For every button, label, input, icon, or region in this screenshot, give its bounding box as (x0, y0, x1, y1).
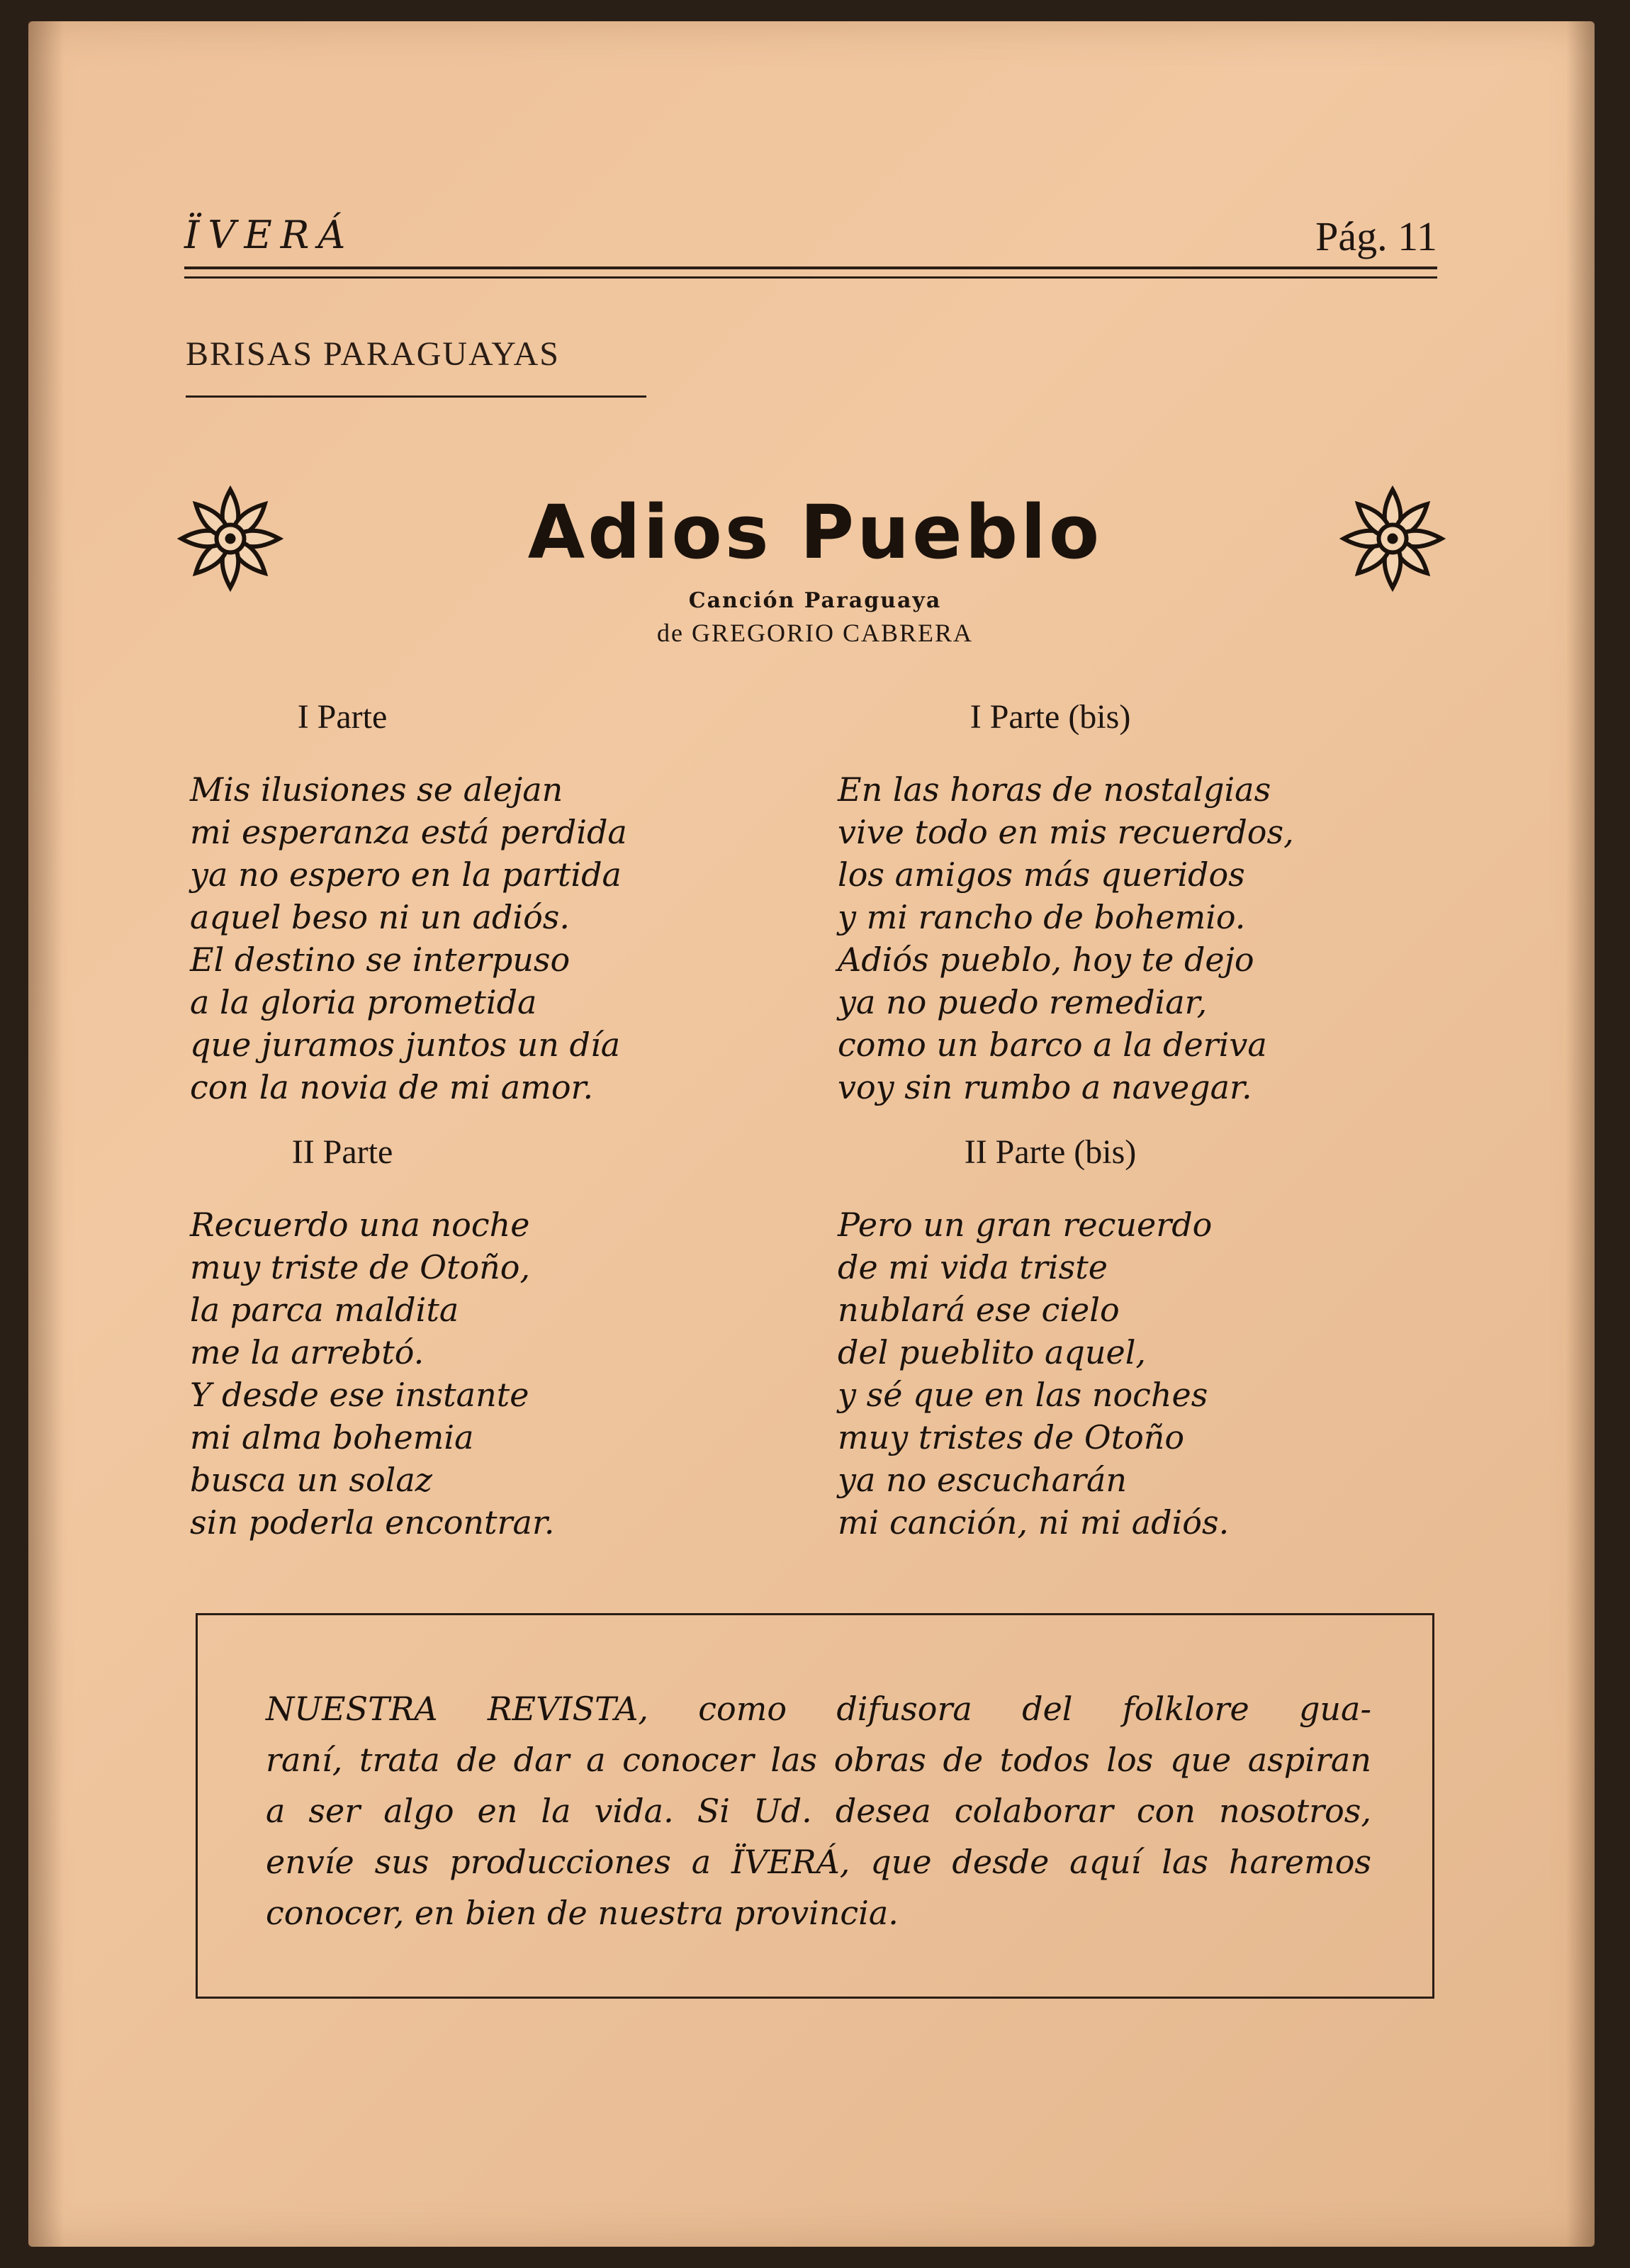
verse (190, 768, 828, 1108)
page-header (154, 213, 1437, 269)
verse-line: como un barco a la deriva (838, 1026, 1267, 1064)
verse (838, 768, 1476, 1108)
song-title: Adios Pueblo (527, 489, 1103, 576)
page-number: Pág. 11 (1315, 213, 1437, 259)
note-line: conocer, en bien de nuestra provincia. (266, 1894, 899, 1932)
verse-line: nublará ese cielo (838, 1291, 1120, 1329)
verse-line: que juramos juntos un día (190, 1026, 621, 1064)
verse-line: la parca maldita (190, 1291, 459, 1329)
verse-line: vive todo en mis recuerdos, (838, 813, 1294, 851)
right-column (838, 695, 1476, 1544)
part-heading: I Parte (bis) (969, 698, 1131, 736)
verse-line: busca un solaz (190, 1461, 433, 1499)
verse-line: muy tristes de Otoño (838, 1418, 1185, 1456)
editorial-note (266, 1683, 1371, 1938)
verse-line: mi esperanza está perdida (190, 813, 627, 851)
verse-line: Adiós pueblo, hoy te dejo (838, 941, 1254, 979)
verse-line: sin poderla encontrar. (190, 1503, 555, 1542)
verse-line: y sé que en las noches (838, 1376, 1208, 1414)
verse (838, 1203, 1476, 1544)
part-heading: I Parte (297, 698, 388, 736)
verse-line: mi alma bohemia (190, 1418, 474, 1456)
flower-ornament-icon (177, 485, 283, 592)
note-line: a ser algo en la vida. Si Ud. desea colaborar con nosotros, (266, 1792, 1371, 1830)
verse-line: los amigos más queridos (838, 855, 1245, 894)
section-underline (186, 395, 646, 398)
magazine-title: ÏVERÁ (184, 213, 354, 257)
verse-line: y mi rancho de bohemio. (838, 898, 1246, 936)
verse-line: me la arrebtó. (190, 1333, 425, 1371)
verse-line: mi canción, ni mi adiós. (838, 1503, 1230, 1542)
verse-line: Recuerdo una noche (190, 1206, 530, 1244)
header-divider (184, 266, 1437, 279)
verse-line: del pueblito aquel, (838, 1333, 1147, 1371)
verse (190, 1203, 828, 1544)
verse-line: Pero un gran recuerdo (838, 1206, 1213, 1244)
verse-line: Y desde ese instante (190, 1376, 529, 1414)
verse-line: ya no espero en la partida (190, 855, 622, 894)
verse-line: a la gloria prometida (190, 983, 537, 1021)
note-line: envíe sus producciones a ÏVERÁ, que desde aquí las haremos (266, 1843, 1371, 1881)
song-subtitle: Canción Paraguaya (688, 588, 942, 613)
note-line: NUESTRA REVISTA, como difusora del folklore gua- (266, 1690, 1371, 1728)
song-author: de GREGORIO CABRERA (656, 619, 973, 647)
verse-line: muy triste de Otoño, (190, 1248, 531, 1286)
note-line: raní, trata de dar a conocer las obras de todos los que aspiran (266, 1741, 1371, 1779)
verse-line: con la novia de mi amor. (190, 1068, 594, 1106)
verse-line: ya no puedo remediar, (838, 983, 1208, 1021)
verse-line: El destino se interpuso (190, 941, 570, 979)
part-heading: II Parte (bis) (964, 1133, 1137, 1171)
verse-line: ya no escucharán (838, 1461, 1128, 1499)
page-edge-shadow (1566, 21, 1595, 2247)
verse-line: Mis ilusiones se alejan (190, 770, 563, 809)
section-label: BRISAS PARAGUAYAS (186, 335, 560, 373)
verse-line: de mi vida triste (838, 1248, 1108, 1286)
editorial-note-box (196, 1613, 1434, 1999)
left-column (190, 695, 828, 1544)
part-heading: II Parte (291, 1133, 393, 1171)
page-spine-shadow (28, 21, 64, 2247)
verse-line: voy sin rumbo a navegar. (838, 1068, 1252, 1106)
flower-ornament-icon (1339, 485, 1446, 592)
verse-line: aquel beso ni un adiós. (190, 898, 570, 936)
verse-line: En las horas de nostalgias (838, 770, 1271, 809)
